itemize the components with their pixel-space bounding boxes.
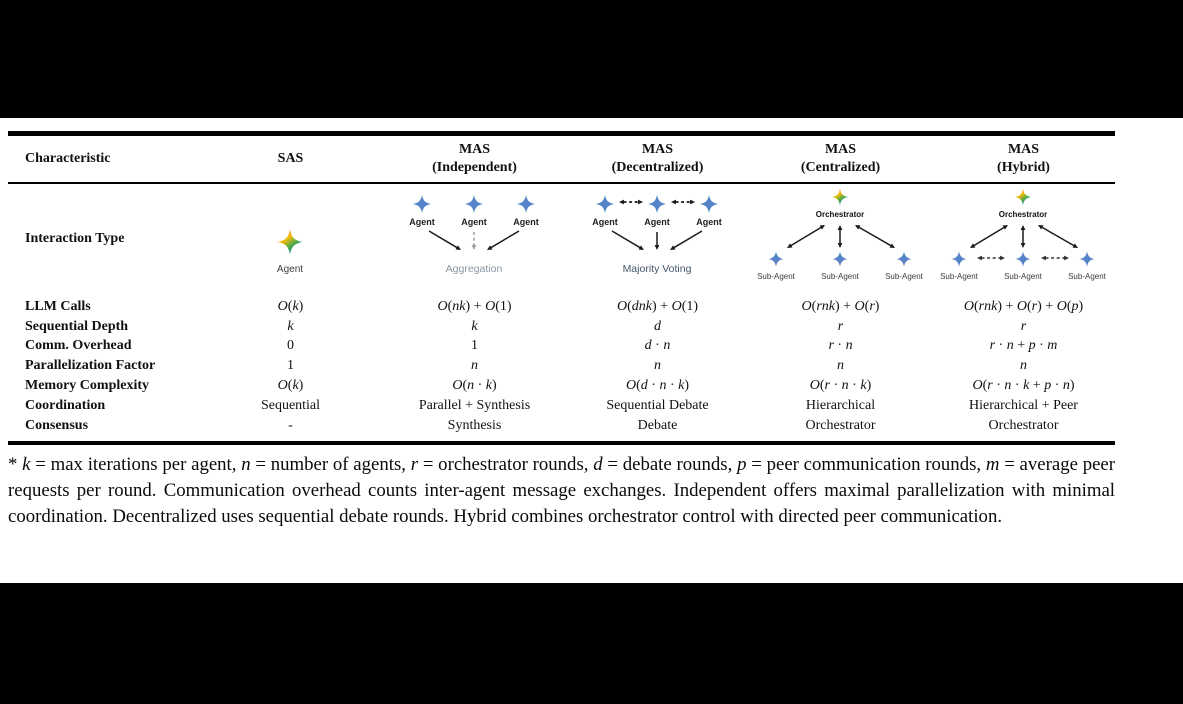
table-cell: n: [654, 358, 661, 374]
row-label: Parallelization Factor: [25, 358, 156, 374]
table-cell: O(rnk) + O(r): [801, 298, 880, 314]
table-cell: O(n · k): [452, 378, 497, 394]
agent-star-icon: [1079, 251, 1094, 266]
agent-label: Agent: [409, 217, 435, 227]
diagram-decentralized: [566, 184, 749, 294]
agent-label: Agent: [592, 217, 618, 227]
hub-label: Orchestrator: [998, 210, 1048, 219]
hub-label: Orchestrator: [815, 210, 865, 219]
table-cell: d · n: [644, 338, 671, 354]
agent-star-icon: [596, 195, 614, 213]
table-cell: r: [1020, 318, 1027, 334]
agent-label: Agent: [513, 217, 539, 227]
arrowhead-icon: [671, 200, 676, 205]
flow-arrow: [674, 231, 702, 248]
orchestrator-star-icon: [832, 189, 848, 205]
table-row: [8, 376, 1115, 396]
sink-label: Aggregation: [445, 263, 503, 275]
diagram-sas: [198, 184, 383, 294]
table-cell: 0: [287, 338, 294, 354]
table-bottom-rule: [8, 441, 1115, 445]
arrowhead-icon: [977, 256, 982, 261]
table-cell: O(d · n · k): [625, 378, 690, 394]
diagram-hybrid: [932, 184, 1115, 294]
table-cell: 1: [287, 358, 294, 374]
row-label-interaction-type: Interaction Type: [25, 231, 125, 246]
diagram-independent: [383, 184, 566, 294]
table-cell: 1: [471, 338, 478, 354]
table-row: [8, 297, 1115, 317]
table-header-row: [8, 136, 1115, 182]
sub-agent-label: Sub-Agent: [940, 272, 978, 281]
agent-star-icon: [768, 251, 783, 266]
row-label: Comm. Overhead: [25, 338, 132, 354]
table-cell: O(k): [277, 378, 304, 394]
table-cell: Sequential: [260, 397, 321, 413]
arrowhead-icon: [655, 245, 660, 250]
diag-hybrid-svg: [932, 184, 1115, 294]
orchestrator-star-icon: [1015, 189, 1031, 205]
table-cell: O(k): [277, 298, 304, 314]
row-label: LLM Calls: [25, 298, 91, 314]
arrowhead-icon: [1021, 243, 1026, 248]
interaction-type-row: [8, 184, 1115, 294]
column-header: MAS (Independent): [432, 141, 517, 175]
table-cell: O(dnk) + O(1): [616, 298, 699, 314]
table-cell: k: [471, 318, 478, 334]
table-cell: Orchestrator: [805, 417, 876, 433]
agent-star-icon: [896, 251, 911, 266]
table-cell: O(rnk) + O(r) + O(p): [963, 298, 1084, 314]
table-cell: O(r · n · k + p · n): [972, 378, 1075, 394]
flow-arrow: [1042, 227, 1074, 246]
column-header: SAS: [277, 150, 304, 166]
agent-star-icon: [648, 195, 666, 213]
diagram-sas-svg: [199, 184, 382, 294]
table-cell: r: [837, 318, 844, 334]
sub-agent-label: Sub-Agent: [821, 272, 859, 281]
arrowhead-icon: [1000, 256, 1005, 261]
diag-decentralized-svg: [566, 184, 749, 294]
sink-label: Majority Voting: [622, 263, 692, 275]
flow-arrow: [491, 231, 519, 248]
comparison-table: [8, 131, 1115, 445]
diag-centralized-svg: [749, 184, 932, 294]
column-header: MAS (Centralized): [800, 141, 881, 175]
arrowhead-icon: [1064, 256, 1069, 261]
arrowhead-icon: [1041, 256, 1046, 261]
table-row: [8, 396, 1115, 416]
table-cell: O(nk) + O(1): [437, 298, 512, 314]
table-row: [8, 416, 1115, 436]
table-cell: Hierarchical + Peer: [969, 397, 1078, 413]
table-cell: r · n: [828, 338, 853, 354]
column-header: Characteristic: [25, 150, 111, 166]
table-row: [8, 337, 1115, 357]
flow-arrow: [974, 227, 1004, 245]
agent-star-icon: [278, 230, 303, 255]
arrowhead-icon: [838, 243, 843, 248]
agent-star-icon: [517, 195, 535, 213]
arrowhead-icon: [1021, 225, 1026, 230]
table-cell: d: [654, 318, 661, 334]
diagram-centralized: [749, 184, 932, 294]
table-cell: Sequential Debate: [606, 397, 709, 413]
arrowhead-icon: [472, 245, 477, 250]
agent-star-icon: [700, 195, 718, 213]
flow-arrow: [429, 231, 457, 248]
table-cell: r · n + p · m: [989, 338, 1058, 354]
arrowhead-icon: [638, 200, 643, 205]
table-cell: n: [837, 358, 844, 374]
table-cell: -: [288, 417, 293, 433]
flow-arrow: [612, 231, 640, 248]
agent-star-icon: [832, 251, 847, 266]
row-label: Coordination: [25, 397, 106, 413]
sub-agent-label: Sub-Agent: [1068, 272, 1106, 281]
agent-label: Agent: [696, 217, 722, 227]
row-label: Consensus: [25, 417, 89, 433]
flow-arrow: [791, 227, 821, 245]
table-cell: Synthesis: [447, 417, 502, 433]
table-cell: Hierarchical: [805, 397, 876, 413]
agent-star-icon: [465, 195, 483, 213]
arrowhead-icon: [690, 200, 695, 205]
agent-label: Agent: [461, 217, 487, 227]
row-label: Memory Complexity: [25, 378, 150, 394]
diag-independent-svg: [383, 184, 566, 294]
table-cell: Debate: [637, 417, 678, 433]
sub-agent-label: Sub-Agent: [885, 272, 923, 281]
agent-star-icon: [1015, 251, 1030, 266]
table-cell: n: [471, 358, 478, 374]
table-row: [8, 317, 1115, 337]
sub-agent-label: Sub-Agent: [1004, 272, 1042, 281]
table-cell: O(r · n · k): [809, 378, 872, 394]
arrowhead-icon: [619, 200, 624, 205]
agent-label: Agent: [644, 217, 670, 227]
content-area: [0, 118, 1183, 583]
table-footnote: * k = max iterations per agent, n = number of agents, r = orchestrator rounds, d = debate rounds, p = peer communication rounds, m = average peer requests per round. Communication overhead counts inter-agent message exchanges. Independent offers maximal parallelization with minimal coordination. Decentralized uses sequential debate rounds. Hybrid combines orchestrator control with directed peer communication.: [8, 454, 1116, 527]
table-row: [8, 356, 1115, 376]
row-label: Sequential Depth: [25, 318, 129, 334]
table-cell: Parallel + Synthesis: [418, 397, 531, 413]
metric-rows: [8, 294, 1115, 436]
table-cell: Orchestrator: [988, 417, 1059, 433]
agent-star-icon: [413, 195, 431, 213]
sub-agent-label: Sub-Agent: [757, 272, 795, 281]
column-header: MAS (Decentralized): [611, 141, 704, 175]
agent-star-icon: [951, 251, 966, 266]
table-cell: n: [1020, 358, 1027, 374]
flow-arrow: [859, 227, 891, 246]
column-header: MAS (Hybrid): [997, 141, 1050, 175]
arrowhead-icon: [838, 225, 843, 230]
agent-label: Agent: [276, 264, 304, 275]
table-cell: k: [287, 318, 294, 334]
